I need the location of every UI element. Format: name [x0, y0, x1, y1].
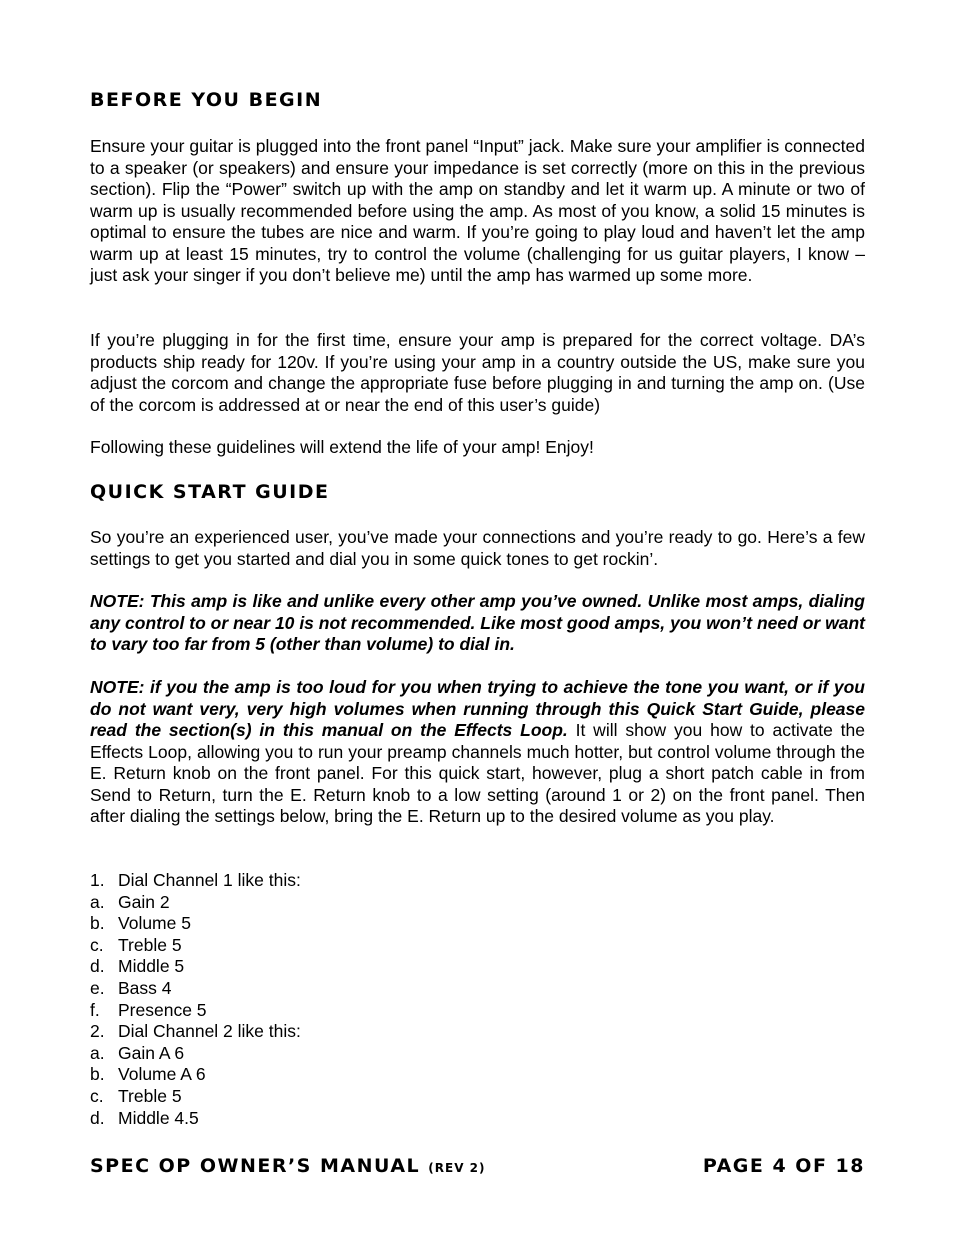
list-marker: b.: [90, 913, 105, 934]
page-footer: [90, 1154, 865, 1178]
list-marker: c.: [90, 934, 104, 955]
list-marker: 1.: [90, 870, 105, 890]
list-marker: f.: [90, 999, 100, 1020]
list-marker: 2.: [90, 1021, 105, 1042]
footer-manual-title: [90, 1154, 486, 1180]
list-item: [90, 1043, 865, 1065]
list-item: [90, 1086, 865, 1108]
list-item-text: Middle 4.5: [118, 1107, 199, 1128]
list-item-step-1: [90, 870, 865, 892]
list-item-text: Presence 5: [118, 999, 207, 1020]
list-item: [90, 1000, 865, 1022]
list-item-text: Bass 4: [118, 977, 172, 998]
footer-revision: (REV 2): [428, 1161, 486, 1175]
paragraph-voltage: If you’re plugging in for the first time, ensure your amp is prepared for the correct voltage. DA’s products ship ready for 120v. If you’re using your amp in a country outside the US, make sure you adjust the corcom and change the appropriate fuse before plugging in and turning the amp on. (Use of the corcom is addressed at or near the end of this user’s guide): [90, 330, 865, 415]
list-item-text: Volume A 6: [118, 1064, 206, 1085]
note-effects-loop-bold: NOTE: if you the amp is too loud for you when trying to achieve the tone you want, or if you do not want very, very high volumes when running through this Quick Start Guide, please read the section(s) in this manual on the Effects Loop.: [90, 677, 865, 740]
list-item: [90, 892, 865, 914]
settings-list: [90, 870, 865, 1129]
footer-page-number: PAGE 4 OF 18: [702, 1155, 865, 1177]
heading-quick-start-guide: QUICK START GUIDE: [90, 481, 330, 503]
list-item: [90, 913, 865, 935]
list-item-text: Gain A 6: [118, 1042, 185, 1063]
list-marker: a.: [90, 1042, 105, 1063]
list-marker: c.: [90, 1085, 104, 1106]
list-item: [90, 1108, 865, 1130]
list-marker: b.: [90, 1064, 105, 1085]
heading-before-you-begin: BEFORE YOU BEGIN: [90, 89, 323, 111]
note-effects-loop-text: It will show you how to activate the Effects Loop, allowing you to run your preamp channels much hotter, but control volume through the E. Return knob on the front panel. For this quick start, however, plug a short patch cable in from Send to Return, turn the E. Return knob to a low setting (around 1 or 2) on the front panel. Then after dialing the settings below, bring the E. Return up to the desired volume as you play.: [90, 720, 865, 826]
paragraph-guidelines: Following these guidelines will extend the life of your amp! Enjoy!: [90, 437, 594, 457]
paragraph-warmup: Ensure your guitar is plugged into the front panel “Input” jack. Make sure your amplifier is connected to a speaker (or speakers) and ensure your impedance is set correctly (more on this in the previous section). Flip the “Power” switch up with the amp on standby and let it warm up. A minute or two of warm up is usually recommended before using the amp. As most of you know, a solid 15 minutes is optimal to ensure the tubes are nice and warm. If you’re going to play loud and haven’t let the amp warm up at least 15 minutes, try to control the volume (challenging for us guitar players, I know – just ask your singer if you don’t believe me) until the amp has warmed up some more.: [90, 136, 865, 285]
note-effects-loop: [90, 677, 865, 828]
list-item-text: Volume 5: [118, 913, 191, 934]
manual-page: [90, 0, 865, 1235]
list-item: [90, 956, 865, 978]
note-controls: NOTE: This amp is like and unlike every other amp you’ve owned. Unlike most amps, dialing any control to or near 10 is not recommended. Like most good amps, you won’t need or want to vary too far from 5 (other than volume) to dial in.: [90, 591, 865, 654]
list-item-text: Gain 2: [118, 891, 170, 912]
footer-title-text: SPEC OP OWNER’S MANUAL: [90, 1155, 421, 1177]
list-marker: d.: [90, 956, 105, 977]
list-item-text: Treble 5: [118, 934, 182, 955]
list-item-step-2: [90, 1021, 865, 1043]
list-item: [90, 978, 865, 1000]
list-item-text: Treble 5: [118, 1085, 182, 1106]
list-marker: e.: [90, 977, 105, 998]
list-item-text: Middle 5: [118, 956, 185, 977]
list-item: [90, 935, 865, 957]
list-item-text: Dial Channel 1 like this:: [118, 870, 301, 890]
paragraph-quick-intro: So you’re an experienced user, you’ve made your connections and you’re ready to go. Here’s a few settings to get you started and dial you in some quick tones to get rockin’.: [90, 527, 865, 569]
list-marker: a.: [90, 891, 105, 912]
list-marker: d.: [90, 1107, 105, 1128]
list-item: [90, 1064, 865, 1086]
list-item-text: Dial Channel 2 like this:: [118, 1021, 301, 1042]
